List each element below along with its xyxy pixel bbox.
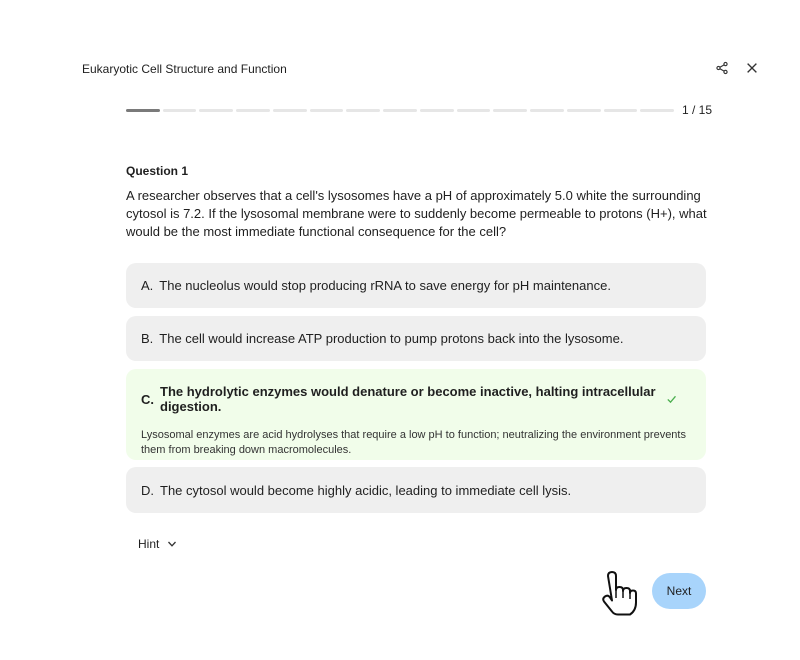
progress-segment bbox=[530, 109, 564, 112]
progress-segment bbox=[346, 109, 380, 112]
hand-cursor-icon bbox=[596, 566, 640, 616]
option-letter: D. bbox=[141, 482, 154, 498]
chevron-down-icon bbox=[167, 539, 177, 549]
progress-segment bbox=[163, 109, 197, 112]
question-label: Question 1 bbox=[126, 164, 189, 178]
option-text: The nucleolus would stop producing rRNA to save energy for pH maintenance. bbox=[159, 278, 611, 293]
option-text: The hydrolytic enzymes would denature or become inactive, halting intracellular digestion. bbox=[160, 384, 656, 414]
progress-segment bbox=[640, 109, 674, 112]
answer-option-b[interactable] bbox=[126, 316, 706, 361]
progress-segment bbox=[567, 109, 601, 112]
progress-segment bbox=[457, 109, 491, 112]
progress-segment bbox=[126, 109, 160, 112]
progress-segment bbox=[273, 109, 307, 112]
progress-segment bbox=[383, 109, 417, 112]
answer-option-a[interactable] bbox=[126, 263, 706, 308]
option-letter: B. bbox=[141, 331, 154, 346]
progress-bar bbox=[126, 109, 674, 112]
progress-segment bbox=[604, 109, 638, 112]
next-button[interactable]: Next bbox=[652, 573, 706, 609]
progress-segment bbox=[236, 109, 270, 112]
question-counter: 1 / 15 bbox=[682, 103, 713, 117]
progress-segment bbox=[493, 109, 527, 112]
option-text: The cell would increase ATP production to pump protons back into the lysosome. bbox=[159, 331, 624, 346]
share-icon[interactable] bbox=[714, 60, 730, 76]
progress-segment bbox=[199, 109, 233, 112]
option-row bbox=[141, 384, 691, 414]
progress-segment bbox=[310, 109, 344, 112]
progress-segment bbox=[420, 109, 454, 112]
close-icon[interactable] bbox=[744, 60, 760, 76]
header-actions bbox=[714, 60, 760, 76]
hint-label: Hint bbox=[138, 537, 160, 551]
question-text: A researcher observes that a cell's lysosomes have a pH of approximately 5.0 white the surrounding cytosol is 7.2. If the lysosomal membrane were to suddenly become permeable to protons (H+), what would be the most immediate functional consequence for the cell? bbox=[126, 188, 707, 239]
option-letter: C. bbox=[141, 391, 154, 407]
answer-option-c[interactable] bbox=[126, 369, 706, 460]
page-title: Eukaryotic Cell Structure and Function bbox=[82, 62, 287, 76]
option-letter: A. bbox=[141, 278, 154, 293]
option-text: The cytosol would become highly acidic, leading to immediate cell lysis. bbox=[160, 482, 572, 498]
answer-option-d[interactable] bbox=[126, 467, 706, 513]
hint-toggle[interactable] bbox=[138, 537, 177, 551]
check-icon bbox=[666, 393, 677, 405]
answer-explanation: Lysosomal enzymes are acid hydrolyses that require a low pH to function; neutralizing the environment prevents them from breaking down macromolecules. bbox=[141, 429, 686, 456]
